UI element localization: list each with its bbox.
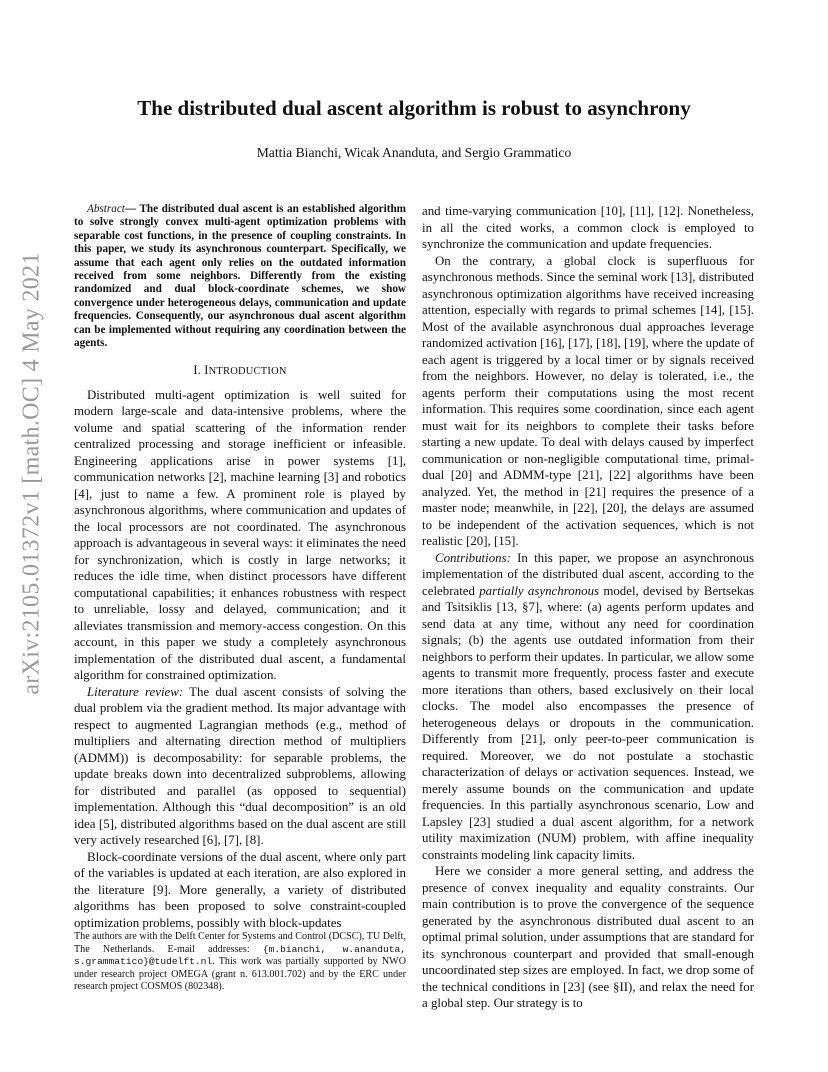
abstract — [74, 203, 406, 350]
left-column — [74, 203, 406, 931]
abstract-label: Abstract — [87, 203, 125, 215]
contributions-text-a: In this paper, we propose an asynchronous implementation of the distributed dual ascent, according to the celebrated — [422, 550, 754, 598]
contributions-italic-term: partially asynchronous — [479, 583, 600, 598]
footnote-funding: . This work was partially supported by NWO under research project OMEGA (grant n. 613.001.702) and by the ERC under research project COSMOS (802348). — [74, 956, 406, 993]
arxiv-sidebar — [14, 238, 50, 708]
block-coordinate-paragraph: Block-coordinate versions of the dual ascent, where only part of the variables is updated at each iteration, are also explored in the literature [9]. More generally, a variety of distributed algorithms has been proposed to solve constraint-coupled optimization problems, possibly with block-updates — [74, 849, 406, 930]
footnote-emails: {m.bianchi, w.ananduta, s.grammatico}@tudelft.nl — [74, 943, 406, 968]
footnote — [74, 931, 406, 994]
intro-paragraph-1: Distributed multi-agent optimization is well suited for modern large-scale and data-intensive problems, where the volume and spatial scattering of the information render centralized processing and storage inefficient or infeasible. Engineering applications arise in power systems [1], communication networks [2], machine learning [3] and robotics [4], just to name a few. A prominent role is played by asynchronous algorithms, where communication and updates of the local processors are not coordinated. The asynchronous approach is advantageous in several ways: it eliminates the need for synchronization, which is costly in large networks; it reduces the idle time, when distinct processors have different computational capabilities; it enhances robustness with respect to unreliable, lossy and delayed, communication; and it alleviates transmission and memory-access congestion. On this account, in this paper we study a completely asynchronous implementation of the distributed dual ascent, a fundamental algorithm for constrained optimization. — [74, 387, 406, 683]
contributions-text-b: model, devised by Bertsekas and Tsitsiklis [13, §7], where: (a) agents perform updates and send data at any time, without any need for coordination signals; (b) the agents use outdated information from their neighbors to perform their updates. In particular, we allow some agents to transmit more frequently, process faster and execute more iterations than others, based exclusively on their local clocks. The model also encompasses the presence of heterogeneous delays or dropouts in the communication. Differently from [21], only peer-to-peer communication is required. Moreover, we do not postulate a stochastic characterization of delays or activation sequences. Instead, we merely assume bounds on the communication and update frequencies. In this partially asynchronous scenario, Low and Lapsley [23] studied a dual ascent algorithm, for a network utility maximization (NUM) problem, with affine inequality constraints modeling link capacity limits. — [422, 583, 754, 862]
literature-review-text: The dual ascent consists of solving the dual problem via the gradient method. Its major advantage with respect to augmented Lagrangian methods (e.g., method of multipliers and alternating direction method of multipliers (ADMM)) is decomposability: for separable problems, the update breaks down into decentralized subproblems, allowing for distributed and parallel (as opposed to sequential) implementation. Although this “dual decomposition” is an old idea [5], distributed algorithms based on the dual ascent are still very actively researched [6], [7], [8]. — [74, 684, 406, 848]
abstract-text: — The distributed dual ascent is an established algorithm to solve strongly convex multi-agent optimization problems with separable cost functions, in the presence of coupling constraints. In this paper, we study its asynchronous counterpart. Specifically, we assume that each agent only relies on the outdated information received from some neighbors. Differently from the existing randomized and dual block-coordinate schemes, we show convergence under heterogeneous delays, communication and update frequencies. Consequently, our asynchronous dual ascent algorithm can be implemented without requiring any coordination between the agents. — [74, 203, 406, 350]
right-paragraph-1: and time-varying communication [10], [11], [12]. Nonetheless, in all the cited works, a common clock is employed to synchronize the communication and update frequencies. — [422, 204, 754, 251]
paper-title: The distributed dual ascent algorithm is robust to asynchrony — [137, 96, 691, 120]
section-heading-introduction — [74, 362, 406, 381]
contributions-label: Contributions: — [435, 550, 511, 565]
right-paragraph-2: On the contrary, a global clock is superfluous for asynchronous methods. Since the seminal work [13], distributed asynchronous optimization algorithms have received increasing attention, especially with regards to primal schemes [14], [15]. Most of the available asynchronous dual approaches leverage randomized activation [16], [17], [18], [19], where the update of each agent is triggered by a local timer or by signals received from the neighbors. However, no delay is tolerated, i.e., the agents perform their computations using the most recent information. This requires some coordination, since each agent must wait for its neighbors to complete their tasks before starting a new update. To deal with delays caused by imperfect communication or non-negligible computational time, primal-dual [20] and ADMM-type [21], [22] algorithms have been analyzed. Yet, the method in [21] requires the presence of a master node; meanwhile, in [22], [20], the delays are assumed to be independent of the activation sequences, which is not realistic [20], [15]. — [422, 253, 754, 548]
right-column — [422, 203, 754, 1012]
contributions-paragraph — [422, 550, 754, 864]
footnote-affiliation: The authors are with the Delft Center for Systems and Control (DCSC), TU Delft, The Netherlands. E-mail addresses: — [74, 931, 406, 955]
right-paragraph-4: Here we consider a more general setting, and address the presence of convex inequality and equality constraints. Our main contribution is to prove the convergence of the sequence generated by the asynchronous distributed dual ascent to an optimal primal solution, under assumptions that are standard for its synchronous counterpart and provided that small-enough uncoordinated step sizes are employed. In fact, we drop some of the technical conditions in [23] (see §II), and relax the need for a global step. Our strategy is to — [422, 864, 754, 1010]
section-title-rest: NTRODUCTION — [208, 366, 287, 378]
section-initial: I — [204, 363, 209, 378]
author-list: Mattia Bianchi, Wicak Ananduta, and Sergio Grammatico — [256, 145, 572, 160]
literature-review-label: Literature review: — [87, 684, 184, 699]
section-number: I. — [193, 363, 205, 378]
arxiv-identifier: arXiv:2105.01372v1 [math.OC] 4 May 2021 — [18, 251, 45, 695]
literature-review-paragraph — [74, 684, 406, 849]
